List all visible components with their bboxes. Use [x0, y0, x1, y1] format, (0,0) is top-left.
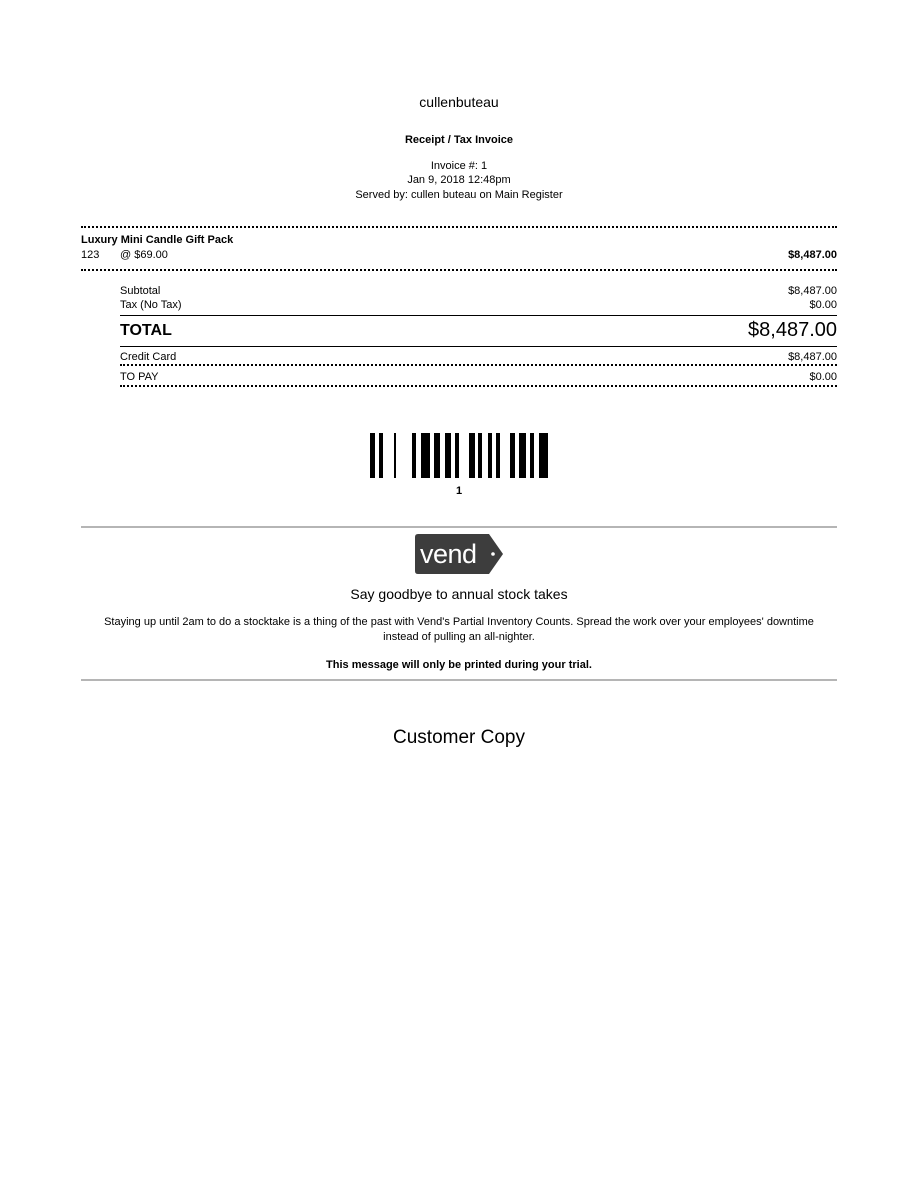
receipt-title: Receipt / Tax Invoice	[404, 134, 513, 146]
payment-divider	[120, 364, 837, 366]
payment-method-value: $8,487.00	[788, 351, 837, 363]
payment-method-label: Credit Card	[120, 351, 177, 363]
totals-bottom-divider	[120, 385, 837, 387]
item-name: Luxury Mini Candle Gift Pack	[81, 234, 234, 246]
to-pay-value: $0.00	[809, 371, 837, 383]
to-pay-label: TO PAY	[120, 371, 159, 383]
promo-top-divider	[81, 526, 837, 528]
barcode	[370, 433, 548, 478]
total-value: $8,487.00	[748, 319, 837, 341]
promo-bottom-divider	[81, 679, 837, 681]
item-unit-price: @ $69.00	[120, 249, 168, 261]
subtotal-value: $8,487.00	[788, 285, 837, 297]
served-by: Served by: cullen buteau on Main Register	[355, 189, 563, 201]
vend-logo-text: vend	[420, 539, 477, 569]
promo-headline: Say goodbye to annual stock takes	[350, 586, 568, 602]
trial-notice: This message will only be printed during your trial.	[326, 659, 592, 671]
vend-logo	[415, 534, 504, 574]
invoice-date: Jan 9, 2018 12:48pm	[407, 174, 511, 186]
subtotal-label: Subtotal	[120, 285, 161, 297]
barcode-number: 1	[455, 485, 463, 497]
store-name: cullenbuteau	[419, 94, 499, 110]
copy-label: Customer Copy	[393, 727, 525, 748]
line-items-bottom-divider	[81, 269, 837, 271]
promo-body: Staying up until 2am to do a stocktake is a thing of the past with Vend's Partial Inventory Counts. Spread the work over your employees' downtime instead of pulling an all-nighter.	[104, 616, 814, 643]
tax-value: $0.00	[809, 299, 837, 311]
total-bottom-rule	[120, 346, 837, 347]
total-top-rule	[120, 315, 837, 316]
total-label: TOTAL	[120, 322, 172, 339]
line-items-top-divider	[81, 226, 837, 228]
invoice-number: Invoice #: 1	[430, 160, 488, 172]
item-total: $8,487.00	[788, 249, 837, 261]
item-quantity: 123	[81, 249, 100, 261]
tax-label: Tax (No Tax)	[120, 299, 182, 311]
